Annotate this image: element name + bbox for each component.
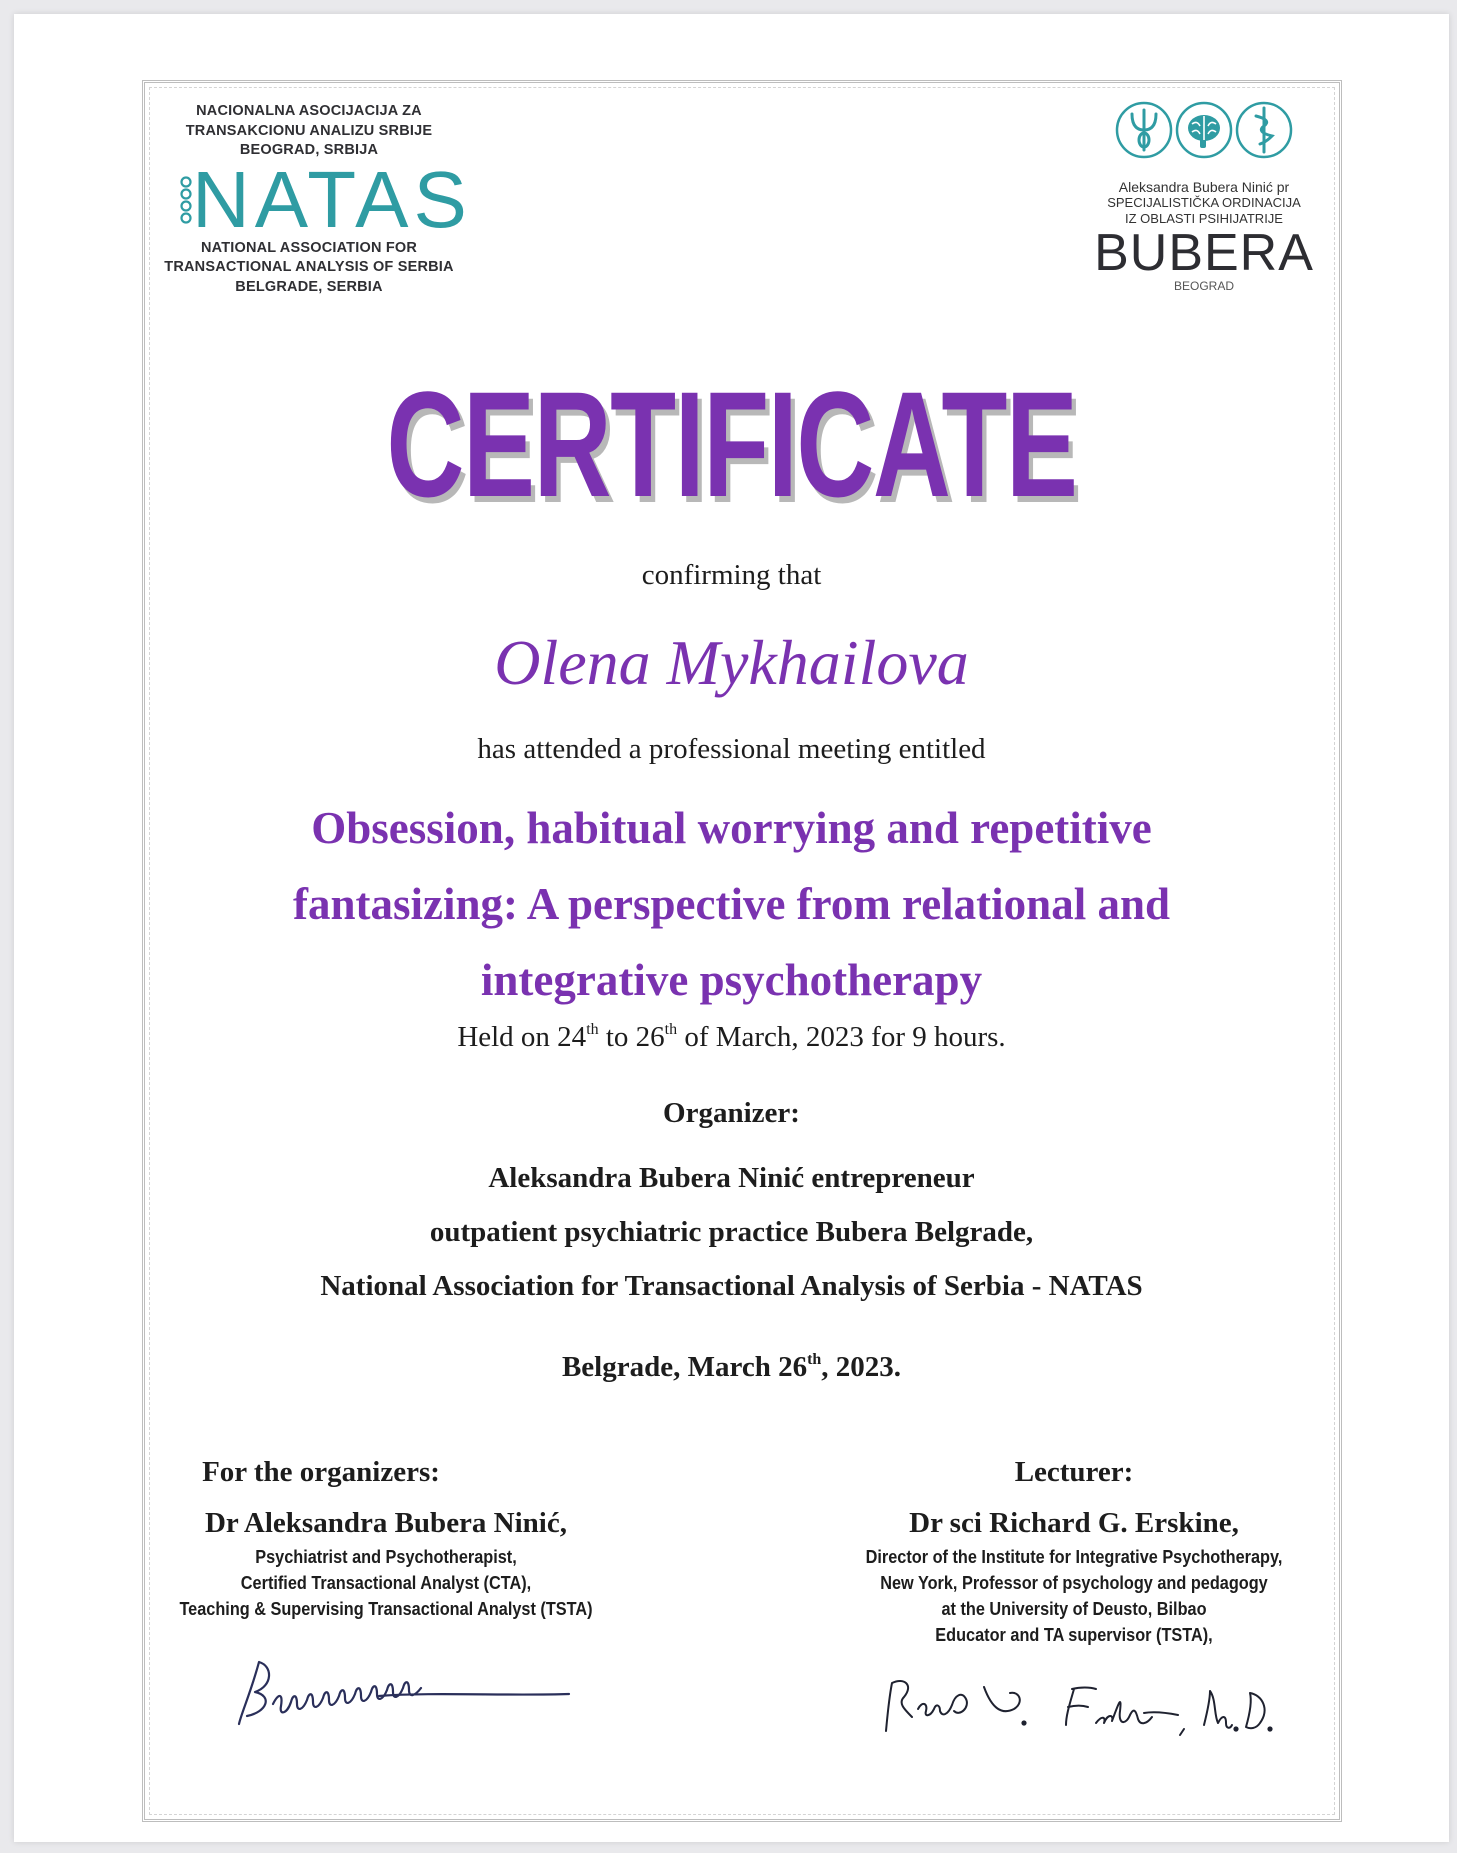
held-dates: Held on 24th to 26th of March, 2023 for 9 hours. [457,1021,1006,1053]
bubera-wordmark: BUBERA [1094,224,1314,282]
bubera-logo [1094,96,1314,293]
certificate-page [14,14,1449,1842]
organizer-signature [229,1652,589,1742]
bubera-line-1: SPECIJALISTIČKA ORDINACIJA [1107,195,1301,210]
lecturer-signature [874,1669,1314,1749]
lecturer-label: Lecturer: [1014,1456,1134,1488]
certificate-title: CERTIFICATE [386,360,1077,528]
natas-top-text: NACIONALNA ASOCIJACIJA ZA TRANSAKCIONU ANALIZU SRBIJE BEOGRAD, SRBIJA [185,103,433,158]
organizer-label: Organizer: [663,1097,800,1129]
lecturer-name: Dr sci Richard G. Erskine, [909,1507,1239,1539]
confirming-text: confirming that [641,559,822,591]
bubera-line-2: IZ OBLASTI PSIHIJATRIJE [1125,211,1283,226]
bubera-emblem-icon [1094,96,1314,168]
recipient-name: Olena Mykhailova [494,627,969,698]
natas-logo [164,102,472,297]
meeting-title: Obsession, habitual worrying and repetitive fantasizing: A perspective from relational and integrative psychotherapy [292,803,1171,1005]
bubera-owner: Aleksandra Bubera Ninić pr [1118,179,1290,195]
signature-block-organizers [136,1456,656,1622]
organizer-details: Aleksandra Bubera Ninić entrepreneur outpatient psychiatric practice Bubera Belgrade, National Association for Transactional Analysis of Serbia - NATAS [320,1162,1143,1302]
natas-bottom-text: NATIONAL ASSOCIATION FOR TRANSACTIONAL ANALYSIS OF SERBIA BELGRADE, SERBIA [164,239,454,295]
natas-wordmark: NATAS [192,154,472,244]
organizer-signer-name: Dr Aleksandra Bubera Ninić, [204,1507,567,1539]
bubera-city: BEOGRAD [1173,279,1234,293]
signature-block-lecturer [814,1456,1334,1648]
organizer-signer-titles: Psychiatrist and Psychotherapist, Certified Transactional Analyst (CTA), Teaching & Supervising Transactional Analyst (TSTA) [179,1546,593,1619]
attended-text: has attended a professional meeting entitled [477,733,986,765]
certificate-title-wrap [14,360,1449,528]
lecturer-titles: Director of the Institute for Integrative Psychotherapy, New York, Professor of psychology and pedagogy at the University of Deusto, Bilbao Educator and TA supervisor (TSTA), [865,1546,1283,1645]
organizers-label: For the organizers: [202,1456,440,1488]
issue-date: Belgrade, March 26th, 2023. [561,1351,902,1383]
